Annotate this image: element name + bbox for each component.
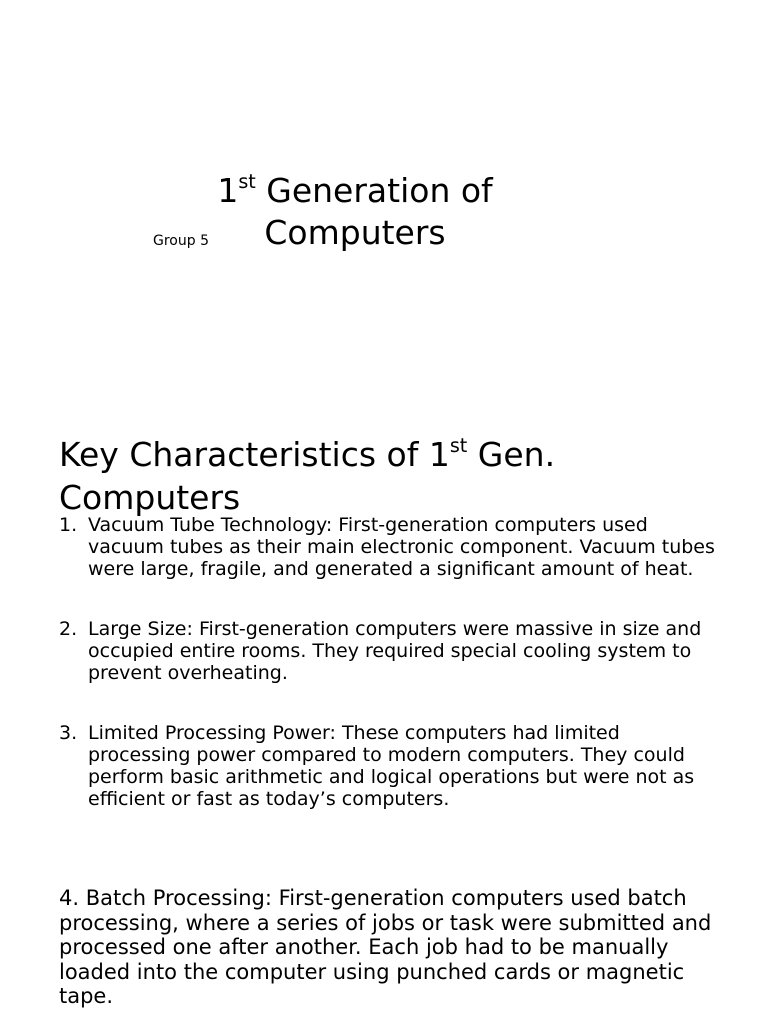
heading-text-post: Gen. Computers	[59, 435, 556, 517]
title-superscript: st	[238, 169, 256, 193]
list-item-text: Limited Processing Power: These computers had limited processing power compared to modern computers. They could perform basic arithmetic and logical operations but were not as efficient or fast as today’s computers.	[88, 722, 695, 810]
title-line2: Computers	[264, 213, 446, 252]
batch-processing-paragraph: 4. Batch Processing: First-generation computers used batch processing, where a series of jobs or task were submitted and processed one after another. Each job had to be manually loaded into the computer using punched cards or magnetic tape.	[59, 886, 712, 1008]
heading-text-pre: Key Characteristics of 1	[59, 435, 450, 474]
list-item	[59, 722, 724, 810]
list-item	[59, 514, 724, 580]
section-heading	[59, 433, 739, 517]
list-item-number: 2.	[59, 618, 78, 640]
heading-superscript: st	[449, 433, 468, 457]
characteristics-list	[59, 514, 724, 810]
list-item	[59, 618, 724, 684]
list-item-text: Large Size: First-generation computers were massive in size and occupied entire rooms. They required special cooling system to prevent overheating.	[88, 618, 702, 684]
title-line1: Generation of	[255, 171, 493, 210]
list-item-number: 1.	[59, 514, 78, 536]
title-number: 1	[217, 171, 239, 210]
list-item-text: Vacuum Tube Technology: First-generation computers used vacuum tubes as their main electronic component. Vacuum tubes were large, fragile, and generated a significant amount of heat.	[88, 514, 715, 580]
group-label: Group 5	[153, 233, 209, 249]
list-item-number: 3.	[59, 722, 78, 744]
